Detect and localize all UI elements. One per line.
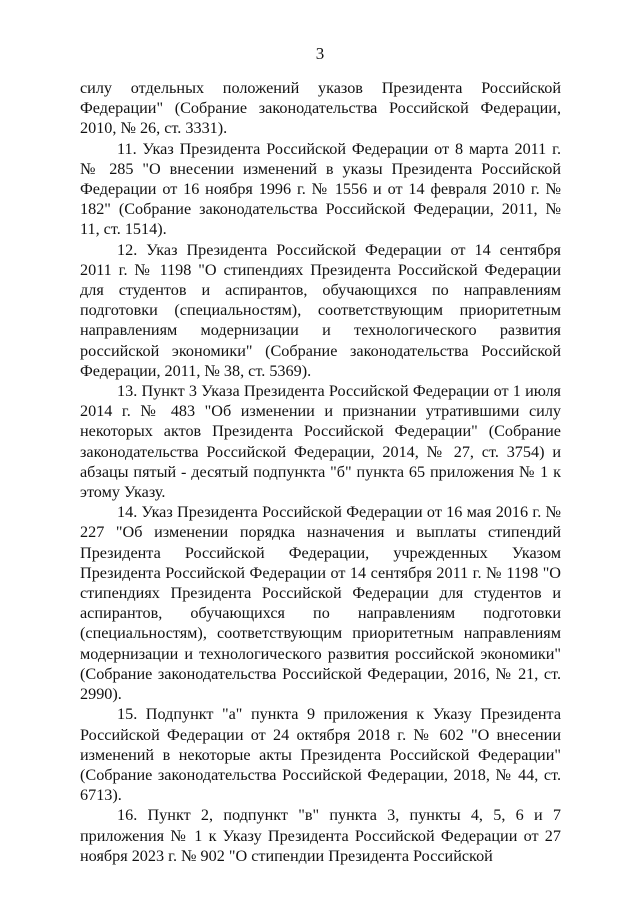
paragraph-item-14: 14. Указ Президента Российской Федерации от 16 мая 2016 г. № 227 "Об изменении порядка назначения и выплаты стипендий Президента Российской Федерации, учрежденных Указом Президента Российской Федерации от 14 сентября 2011 г. № 1198 "О стипендиях Президента Российской Федерации для студентов и аспирантов, обучающихся по направлениям подготовки (специальностям), соответствующим приоритетным направлениям модернизации и технологического развития российской экономики" (Собрание законодательства Российской Федерации, 2016, № 21, ст. 2990). [80,503,561,704]
paragraph-item-15: 15. Подпункт "а" пункта 9 приложения к Указу Президента Российской Федерации от 24 октября 2018 г. № 602 "О внесении изменений в некоторые акты Президента Российской Федерации" (Собрание законодательства Российской Федерации, 2018, № 44, ст. 6713). [80,705,561,805]
paragraph-continuation: силу отдельных положений указов Президента Российской Федерации" (Собрание законодательства Российской Федерации, 2010, № 26, ст. 3331). [80,79,561,138]
page-number: 3 [315,44,325,63]
paragraph-item-16: 16. Пункт 2, подпункт "в" пункта 3, пункты 4, 5, 6 и 7 приложения № 1 к Указу Президента Российской Федерации от 27 ноября 2023 г. № 902 "О стипендии Президента Российской [80,806,561,865]
paragraph-item-13: 13. Пункт 3 Указа Президента Российской Федерации от 1 июля 2014 г. № 483 "Об изменении и признании утратившими силу некоторых актов Президента Российской Федерации" (Собрание законодательства Российской Федерации, 2014, № 27, ст. 3754) и абзацы пятый - десятый подпункта "б" пункта 65 приложения № 1 к этому Указу. [80,382,561,502]
paragraph-item-12: 12. Указ Президента Российской Федерации от 14 сентября 2011 г. № 1198 "О стипендиях Президента Российской Федерации для студентов и аспирантов, обучающихся по направлениям подготовки (специальностям), соответствующим приоритетным направлениям модернизации и технологического развития российской экономики" (Собрание законодательства Российской Федерации, 2011, № 38, ст. 5369). [80,240,561,380]
paragraph-item-11: 11. Указ Президента Российской Федерации от 8 марта 2011 г. № 285 "О внесении изменений в указы Президента Российской Федерации от 16 ноября 1996 г. № 1556 и от 14 февраля 2010 г. № 182" (Собрание законодательства Российской Федерации, 2011, № 11, ст. 1514). [80,139,561,239]
document-body [80,78,561,866]
